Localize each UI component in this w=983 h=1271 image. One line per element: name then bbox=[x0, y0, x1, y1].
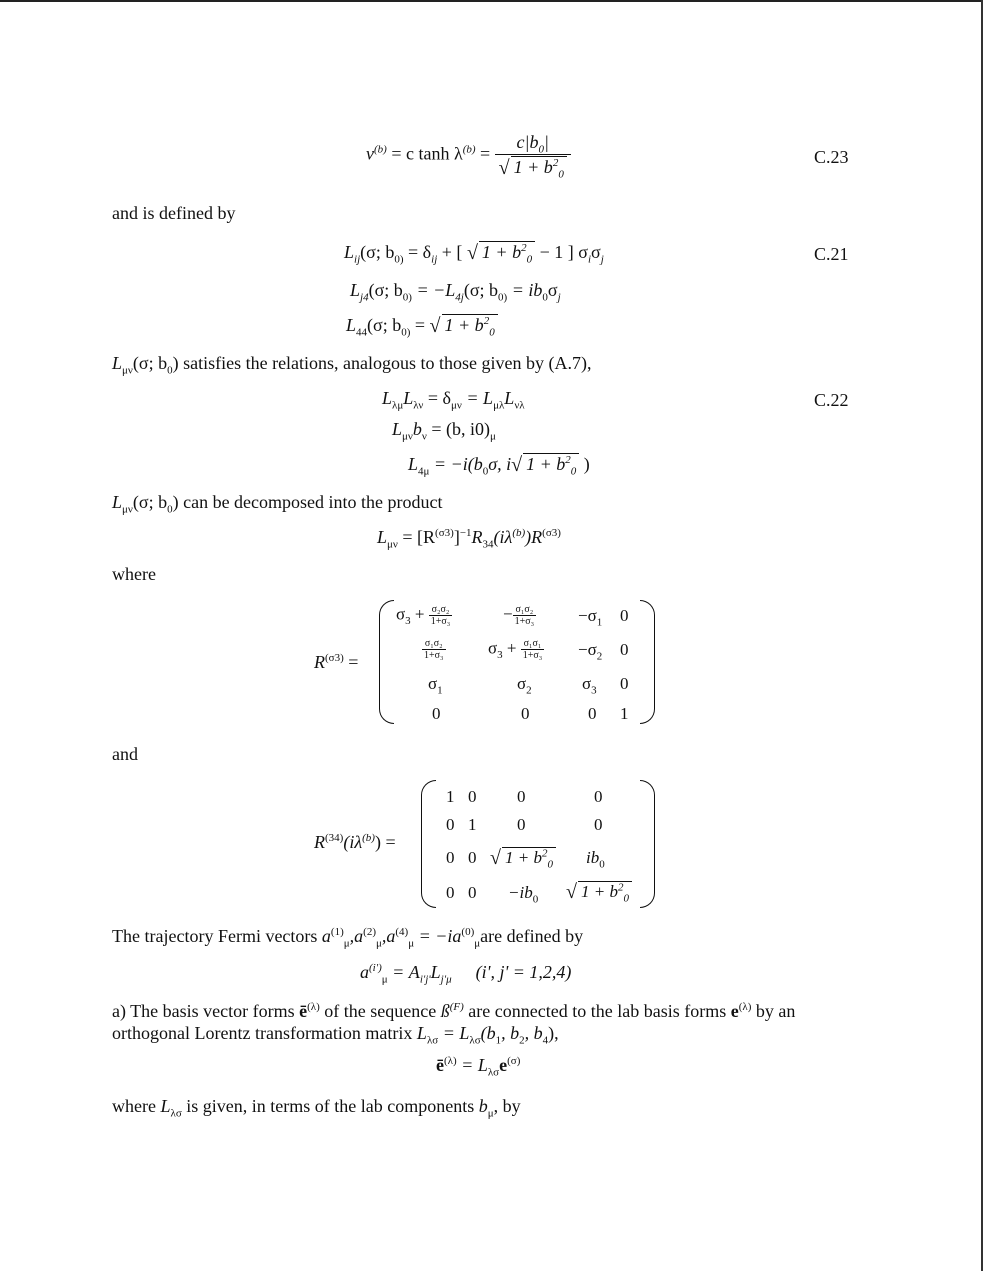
plus: + bbox=[410, 604, 429, 624]
rhs-sub: 0 bbox=[482, 465, 489, 478]
equals-l: = L bbox=[438, 1023, 470, 1043]
sqrt-body bbox=[479, 241, 535, 264]
paragraph-where: where bbox=[112, 564, 156, 584]
delta-sub: ij bbox=[431, 253, 438, 266]
equation-c21-line2 bbox=[350, 280, 561, 302]
paragraph-text-2: is given, in terms of the lab components bbox=[181, 1096, 479, 1116]
equation-c21-line1 bbox=[344, 240, 604, 264]
paragraph-text: where bbox=[112, 1096, 161, 1116]
sqrt-text: 1 + b bbox=[526, 454, 566, 474]
matrix-r34-r4c4 bbox=[566, 880, 632, 903]
plus: + bbox=[502, 638, 521, 658]
sqrt-icon: √ bbox=[429, 315, 441, 337]
l-sub: ij bbox=[354, 253, 361, 266]
ilambda: (iλ bbox=[493, 527, 513, 547]
l-sub: λσ bbox=[170, 1107, 182, 1120]
args: (σ; b bbox=[132, 492, 168, 512]
r-sup: (34) bbox=[325, 832, 344, 844]
matrix-r34-r2c2: 1 bbox=[468, 815, 477, 834]
paragraph-text-2: of the sequence bbox=[319, 1001, 441, 1021]
small-fraction bbox=[513, 604, 537, 627]
args-3: , b bbox=[524, 1023, 543, 1043]
small-num: σ₁σ₂ bbox=[422, 638, 446, 650]
matrix-cell-r1c3 bbox=[578, 606, 603, 629]
sqrt-sup: 2 bbox=[565, 454, 571, 466]
args: (σ; b bbox=[360, 242, 395, 262]
r-end: )R bbox=[525, 527, 543, 547]
matrix-cell-r1c1 bbox=[396, 604, 452, 627]
args-sub-3: 4 bbox=[542, 1034, 549, 1047]
matrix-cell-r2c2 bbox=[488, 638, 544, 661]
matrix-r34-r3c2: 0 bbox=[468, 848, 477, 867]
inverse-sup: −1 bbox=[459, 527, 472, 539]
a-sup: (4) bbox=[395, 926, 409, 938]
matrix-r34-r4c1: 0 bbox=[446, 883, 455, 902]
l-symbol: L bbox=[416, 1023, 427, 1043]
l-symbol: L bbox=[344, 242, 355, 262]
equals: ) = bbox=[374, 832, 396, 852]
e-symbol: e bbox=[499, 1055, 508, 1075]
matrix-r34-r4c2: 0 bbox=[468, 883, 477, 902]
paragraph-text-end: are defined by bbox=[480, 926, 584, 946]
sigma-sub-j: j bbox=[557, 291, 561, 304]
rhs: = (b, i0) bbox=[426, 419, 491, 439]
r-symbol: R bbox=[314, 832, 325, 852]
equals: = bbox=[343, 652, 359, 672]
l-sub: μν bbox=[122, 364, 133, 377]
matrix-cell-r4c2: 0 bbox=[521, 704, 530, 723]
sqrt-body bbox=[442, 314, 498, 337]
fraction-numerator bbox=[495, 132, 571, 155]
matrix-r34-r1c3: 0 bbox=[517, 787, 526, 806]
rhs-l-sub-2: νλ bbox=[514, 399, 525, 412]
a-sub: μ bbox=[381, 973, 388, 986]
paragraph-text-4: by an bbox=[751, 1001, 796, 1021]
l-symbol: L bbox=[382, 388, 393, 408]
matrix-right-paren bbox=[640, 780, 655, 908]
rhs-l-sub: μλ bbox=[493, 399, 505, 412]
b-sub: μ bbox=[487, 1107, 494, 1120]
sqrt-sup: 2 bbox=[541, 847, 548, 860]
a-symbol: ,a bbox=[381, 926, 396, 946]
equation-c21-line3 bbox=[346, 313, 498, 337]
rhs-l: = L bbox=[461, 388, 494, 408]
paragraph-fermi-vectors bbox=[112, 926, 583, 948]
minus: − bbox=[503, 604, 513, 624]
ilambda-sup: (b) bbox=[512, 527, 526, 539]
neg-ib: −ib bbox=[508, 883, 533, 902]
paragraph-text: a) The basis vector forms bbox=[112, 1001, 300, 1021]
paragraph-text: ) satisfies the relations, analogous to those given by (A.7), bbox=[172, 353, 592, 373]
matrix-left-paren bbox=[421, 780, 436, 908]
neg-ib-sub: 0 bbox=[532, 893, 539, 906]
sqrt-icon: √ bbox=[466, 242, 478, 264]
sequence-symbol: ß bbox=[440, 1001, 450, 1021]
neg-sigma: −σ bbox=[578, 640, 597, 659]
bracket-open: + [ bbox=[437, 242, 467, 262]
sigma-sub: 3 bbox=[405, 614, 411, 627]
matrix-r34-r3c3 bbox=[490, 846, 556, 869]
equation-label-c21: C.21 bbox=[814, 244, 849, 264]
sqrt-text: 1 + b bbox=[580, 882, 618, 901]
r-open: = [R bbox=[397, 527, 436, 547]
sigma: σ bbox=[488, 638, 498, 658]
paragraph-text-end: , by bbox=[493, 1096, 521, 1116]
r-sup: (σ3) bbox=[435, 527, 454, 539]
sigma-sub-j: j bbox=[600, 253, 604, 266]
sqrt-sub: 0 bbox=[558, 168, 564, 181]
small-den: 1+σ₃ bbox=[522, 650, 543, 661]
sigma: σ bbox=[517, 674, 527, 693]
l-symbol-2: L bbox=[403, 388, 414, 408]
neg-sigma: −σ bbox=[578, 606, 597, 625]
sqrt-sub: 0 bbox=[489, 326, 495, 339]
args-sub: 0) bbox=[402, 291, 412, 304]
paren-close: ) bbox=[579, 454, 590, 474]
small-num: σ₂σ₂ bbox=[429, 604, 453, 616]
e-bar: ē bbox=[299, 1001, 308, 1021]
b-symbol: b bbox=[412, 419, 422, 439]
l-symbol: L bbox=[350, 280, 361, 300]
sqrt-sub: 0 bbox=[547, 858, 553, 871]
ia-sub: μ bbox=[474, 937, 481, 950]
matrix-cell-r3c4: 0 bbox=[620, 674, 629, 693]
v-superscript: (b) bbox=[374, 143, 387, 156]
neg-sigma-sub: 1 bbox=[596, 616, 603, 629]
r-sup: (σ3) bbox=[325, 652, 344, 664]
matrix-r34-r1c1: 1 bbox=[446, 787, 455, 806]
a-sub: μ bbox=[375, 937, 382, 950]
small-den: 1+σ₃ bbox=[430, 616, 451, 627]
sigma-sub: 3 bbox=[497, 648, 503, 661]
b-sub: ν bbox=[421, 430, 427, 443]
matrix-cell-r4c1: 0 bbox=[432, 704, 441, 723]
rhs-args: (σ; b bbox=[463, 280, 499, 300]
fraction-c23 bbox=[495, 132, 571, 179]
sqrt-text: 1 + b bbox=[513, 156, 553, 177]
rhs-2: σ, i bbox=[488, 454, 512, 474]
paragraph-defined-by: and is defined by bbox=[112, 203, 236, 223]
e-bar-sup: (λ) bbox=[444, 1055, 457, 1067]
args-sub: 0 bbox=[167, 503, 173, 516]
equals-l: = L bbox=[456, 1055, 488, 1075]
args: (σ; b bbox=[367, 315, 402, 335]
fraction-denominator bbox=[495, 155, 571, 179]
matrix-r34-r2c3: 0 bbox=[517, 815, 526, 834]
equation-fermi bbox=[360, 962, 571, 984]
matrix-r34-r4c3 bbox=[508, 883, 539, 906]
small-den: 1+σ₃ bbox=[514, 616, 535, 627]
sqrt-text: 1 + b bbox=[481, 242, 522, 262]
e-sup: (σ) bbox=[507, 1055, 521, 1067]
l-symbol: L bbox=[392, 419, 403, 439]
rhs-args-sub: 0) bbox=[498, 291, 508, 304]
l-sub: λσ bbox=[487, 1066, 500, 1079]
matrix-right-paren bbox=[640, 600, 655, 724]
neg-sigma-sub: 2 bbox=[596, 650, 603, 663]
a-symbol: ,a bbox=[349, 926, 364, 946]
l-sub: j'μ bbox=[440, 973, 452, 986]
l-symbol: L bbox=[346, 315, 357, 335]
small-num: σ₁σ₁ bbox=[521, 638, 545, 650]
sequence-sup: (F) bbox=[449, 1001, 464, 1013]
matrix-r34-r3c4 bbox=[586, 848, 605, 871]
delta-sub: μν bbox=[451, 399, 462, 412]
numerator-sub: 0 bbox=[538, 143, 544, 156]
paragraph-text: ) can be decomposed into the product bbox=[172, 492, 443, 512]
l-sub: 44 bbox=[356, 326, 368, 339]
args: (σ; b bbox=[132, 353, 168, 373]
sigma: σ bbox=[396, 604, 406, 624]
sqrt-body bbox=[523, 453, 579, 476]
matrix-left-paren bbox=[379, 600, 394, 724]
a-sup: (2) bbox=[363, 926, 376, 938]
sigma: σ bbox=[582, 674, 592, 693]
matrix-cell-r2c1 bbox=[422, 638, 446, 661]
sqrt-icon: √ bbox=[566, 881, 577, 903]
l-symbol: L bbox=[408, 454, 419, 474]
l-sub: λσ bbox=[426, 1034, 439, 1047]
matrix-r34-r1c2: 0 bbox=[468, 787, 477, 806]
equals-l-sub: λσ bbox=[469, 1034, 481, 1047]
equals-sign: = bbox=[480, 143, 491, 164]
l-symbol: L bbox=[430, 962, 441, 982]
sqrt-sub: 0 bbox=[526, 253, 533, 266]
args-sub-2: 2 bbox=[519, 1034, 525, 1047]
paragraph-where-given bbox=[112, 1096, 521, 1118]
small-num: σ₁σ₂ bbox=[513, 604, 537, 616]
ia-sup: (0) bbox=[461, 926, 475, 938]
paragraph-text: The trajectory Fermi vectors bbox=[112, 926, 322, 946]
sigma-sub: 3 bbox=[591, 684, 597, 697]
paragraph-text: orthogonal Lorentz transformation matrix bbox=[112, 1023, 417, 1043]
equation-label-c23: C.23 bbox=[814, 147, 849, 167]
matrix-r34-r3c1: 0 bbox=[446, 848, 455, 867]
numerator-text: c|b bbox=[516, 132, 539, 152]
sigma-sub-i: i bbox=[587, 253, 591, 266]
matrix-cell-r3c2 bbox=[517, 674, 532, 697]
paragraph-text-3: are connected to the lab basis forms bbox=[463, 1001, 731, 1021]
ilambda: (iλ bbox=[343, 832, 363, 852]
l-symbol: L bbox=[160, 1096, 171, 1116]
rhs-l-2: L bbox=[504, 388, 515, 408]
matrix-r34-r2c1: 0 bbox=[446, 815, 455, 834]
sqrt-sup: 2 bbox=[483, 315, 490, 327]
equation-c22-line1 bbox=[382, 388, 525, 410]
paragraph-satisfies bbox=[112, 353, 592, 375]
a-sub: μ bbox=[343, 937, 350, 950]
l-symbol: L bbox=[377, 527, 388, 547]
args: (σ; b bbox=[368, 280, 403, 300]
equation-basis bbox=[436, 1055, 520, 1077]
sqrt-sup: 2 bbox=[617, 881, 624, 894]
matrix-cell-r2c3 bbox=[578, 640, 603, 663]
equals-ia: = −ia bbox=[414, 926, 462, 946]
matrix-cell-r1c2 bbox=[503, 604, 536, 627]
e-symbol: e bbox=[730, 1001, 739, 1021]
matrix-cell-r4c3: 0 bbox=[588, 704, 597, 723]
a-matrix: = A bbox=[387, 962, 420, 982]
sigma-j: σ bbox=[547, 280, 558, 300]
l-sub: j4 bbox=[360, 291, 369, 304]
a-matrix-sub: i'j' bbox=[419, 973, 431, 986]
paragraph-and: and bbox=[112, 744, 138, 764]
bracket-close: − 1 ] σ bbox=[535, 242, 588, 262]
l-symbol: L bbox=[112, 353, 123, 373]
small-fraction bbox=[521, 638, 545, 661]
ilambda-sup: (b) bbox=[362, 832, 375, 844]
sqrt-icon: √ bbox=[511, 454, 523, 476]
v-symbol: v bbox=[366, 143, 374, 164]
a-symbol: a bbox=[360, 962, 369, 982]
rhs-l-sub: 4j bbox=[455, 291, 464, 304]
args-sub-1: 1 bbox=[495, 1034, 502, 1047]
matrix-r34-r1c4: 0 bbox=[594, 787, 603, 806]
sqrt-icon: √ bbox=[498, 156, 510, 179]
l-sub: λμ bbox=[392, 399, 404, 412]
matrix-cell-r3c1 bbox=[428, 674, 443, 697]
sqrt-body bbox=[578, 881, 632, 905]
args-2: , b bbox=[501, 1023, 520, 1043]
paragraph-basis-line1 bbox=[112, 1001, 795, 1023]
sqrt-text: 1 + b bbox=[444, 315, 484, 335]
r34: R bbox=[471, 527, 483, 547]
l-sub: μν bbox=[387, 538, 398, 551]
equation-product bbox=[377, 527, 561, 549]
matrix-cell-r2c4: 0 bbox=[620, 640, 629, 659]
a-sub: μ bbox=[408, 937, 415, 950]
sigma-sub: 1 bbox=[437, 684, 443, 697]
rhs: = −i(b bbox=[429, 454, 483, 474]
paragraph-text-end: ), bbox=[548, 1023, 559, 1043]
matrix-r34-r2c4: 0 bbox=[594, 815, 603, 834]
l-sub: μν bbox=[402, 430, 413, 443]
sqrt-sup: 2 bbox=[552, 156, 559, 169]
l-sub: μν bbox=[122, 503, 133, 516]
matrix-cell-r1c4: 0 bbox=[620, 606, 629, 625]
small-fraction bbox=[429, 604, 453, 627]
equation-label-c22: C.22 bbox=[814, 390, 849, 410]
ib-sub: 0 bbox=[599, 858, 605, 871]
matrix-r34-lhs bbox=[314, 832, 396, 854]
sqrt-text: 1 + b bbox=[504, 848, 542, 867]
sqrt-icon: √ bbox=[490, 847, 501, 869]
equals: = bbox=[410, 315, 430, 335]
ib0-sub: 0 bbox=[542, 291, 548, 304]
e-sup: (λ) bbox=[738, 1001, 752, 1013]
ib: ib bbox=[586, 848, 600, 867]
a-sup: (1) bbox=[330, 926, 344, 938]
sqrt-sup: 2 bbox=[521, 242, 527, 254]
r-end-sup: (σ3) bbox=[542, 527, 561, 539]
sqrt-sub: 0 bbox=[570, 465, 577, 478]
a-symbol: a bbox=[321, 926, 331, 946]
small-fraction bbox=[422, 638, 446, 661]
a-sup: (i') bbox=[369, 962, 382, 974]
args-sub: 0) bbox=[401, 326, 411, 339]
args-sub: 0 bbox=[167, 364, 173, 377]
ib0: = ib bbox=[507, 280, 543, 300]
paragraph-basis-line2 bbox=[112, 1023, 559, 1045]
scan-edge-top bbox=[0, 0, 983, 2]
matrix-cell-r4c4: 1 bbox=[620, 704, 629, 723]
args: (b bbox=[480, 1023, 496, 1043]
index-condition: (i', j' = 1,2,4) bbox=[475, 962, 572, 982]
l-sub: 4μ bbox=[418, 465, 430, 478]
lambda-superscript: (b) bbox=[462, 143, 476, 156]
equation-c23 bbox=[366, 132, 571, 179]
e-bar-sup: (λ) bbox=[307, 1001, 320, 1013]
rhs-l: = −L bbox=[411, 280, 456, 300]
equation-c22-line3 bbox=[408, 452, 590, 476]
sigma-sub: 2 bbox=[526, 684, 532, 697]
sqrt-body bbox=[502, 847, 556, 871]
sqrt-body bbox=[511, 156, 567, 179]
delta: = δ bbox=[403, 242, 432, 262]
sigma-j: σ bbox=[591, 242, 601, 262]
rhs-sub: μ bbox=[490, 430, 496, 443]
paragraph-decomposed bbox=[112, 492, 443, 514]
numerator-tail: | bbox=[543, 132, 549, 152]
r-symbol: R bbox=[314, 652, 325, 672]
r34-sub: 34 bbox=[482, 538, 494, 551]
small-den: 1+σ₃ bbox=[424, 650, 444, 661]
e-bar: ē bbox=[436, 1055, 444, 1075]
sqrt-sub: 0 bbox=[623, 892, 629, 905]
tanh-expression: = c tanh λ bbox=[391, 143, 463, 164]
matrix-r-sigma-lhs bbox=[314, 652, 358, 674]
b-symbol: b bbox=[478, 1096, 488, 1116]
bracket-close: ] bbox=[453, 527, 460, 547]
matrix-cell-r3c3 bbox=[582, 674, 597, 697]
l-symbol: L bbox=[112, 492, 123, 512]
equation-c22-line2 bbox=[392, 419, 496, 441]
l-sub-2: λν bbox=[413, 399, 424, 412]
delta: = δ bbox=[423, 388, 452, 408]
args-sub: 0) bbox=[394, 253, 404, 266]
sigma: σ bbox=[428, 674, 438, 693]
